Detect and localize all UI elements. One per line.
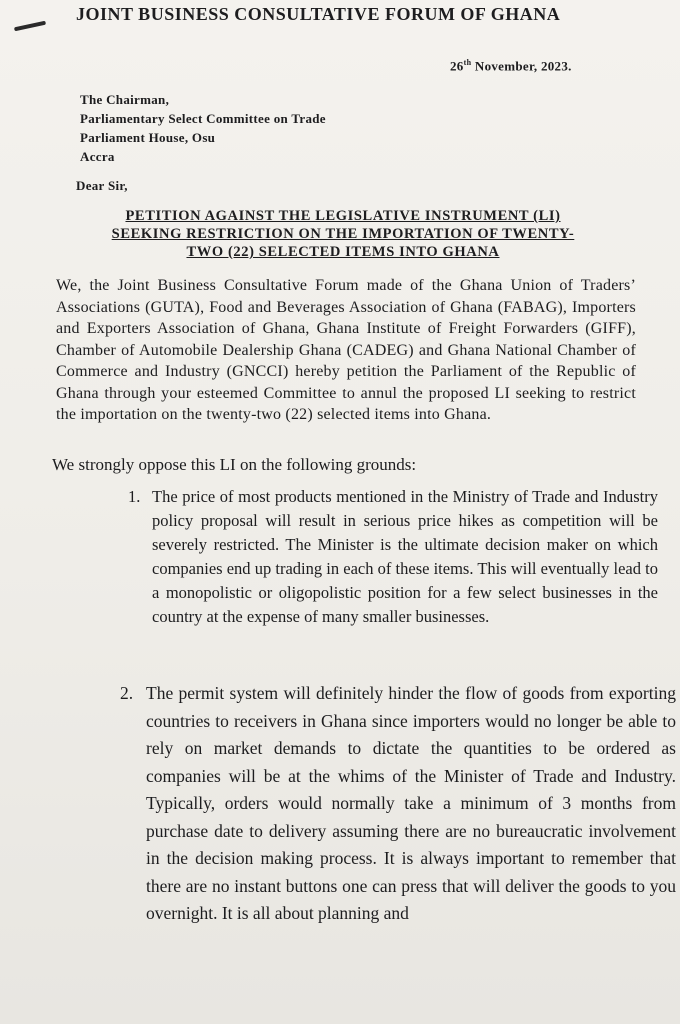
ground-text: The permit system will definitely hinder the flow of goods from exporting countries to receivers in Ghana since importers would no longer be able to rely on market demands to dictate the quantities to be ordered as companies will be at the whims of the Minister of Trade and Industry. Typically, orders would normally take a minimum of 3 months from purchase date to delivery assuming there are no bureaucratic involvement in the decision making process. It is always important to remember that there are no instant buttons one can press that will deliver the goods to you overnight. It is all about planning and — [146, 683, 676, 923]
date-rest: November, 2023. — [471, 58, 572, 74]
letter-date — [450, 58, 572, 74]
address-line: Accra — [80, 149, 115, 164]
intro-paragraph: We, the Joint Business Consultative Forum made of the Ghana Union of Traders’ Associations (GUTA), Food and Beverages Association of Ghana (FABAG), Importers and Exporters Association of Ghana, Ghana Institute of Freight Forwarders (GIFF), Chamber of Automobile Dealership Ghana (CADEG) and Ghana National Chamber of Commerce and Industry (GNCCI) hereby petition the Parliament of the Republic of Ghana through your esteemed Committee to annul the proposed LI seeking to restrict the importation on the twenty-two (22) selected items into Ghana. — [56, 277, 636, 423]
address-line: Parliamentary Select Committee on Trade — [80, 111, 326, 126]
date-suffix: th — [463, 58, 472, 67]
ground-number: 1. — [128, 487, 141, 506]
ground-text: The price of most products mentioned in the Ministry of Trade and Industry policy proposal will result in serious price hikes as competition will be severely restricted. The Minister is the ultimate decision maker on which companies end up trading in each of these items. This will eventually lead to a monopolistic or oligopolistic position for a few select businesses in the country at the expense of many smaller businesses. — [152, 487, 658, 626]
address-line: The Chairman, — [80, 92, 170, 107]
letterhead-title: JOINT BUSINESS CONSULTATIVE FORUM OF GHANA — [76, 4, 561, 24]
pen-mark — [14, 21, 46, 32]
subject-line: TWO (22) SELECTED ITEMS INTO GHANA — [186, 244, 500, 260]
subject-line: SEEKING RESTRICTION ON THE IMPORTATION OF TWENTY- — [111, 226, 575, 242]
ground-number: 2. — [120, 683, 134, 703]
ground-item — [120, 680, 676, 928]
salutation: Dear Sir, — [76, 178, 128, 193]
subject-line: PETITION AGAINST THE LEGISLATIVE INSTRUMENT (LI) — [125, 208, 561, 224]
ground-item — [128, 485, 658, 629]
date-day: 26 — [450, 58, 464, 74]
grounds-intro: We strongly oppose this LI on the following grounds: — [52, 455, 417, 474]
address-line: Parliament House, Osu — [80, 130, 216, 145]
subject-heading — [68, 207, 618, 261]
recipient-address — [80, 90, 326, 166]
